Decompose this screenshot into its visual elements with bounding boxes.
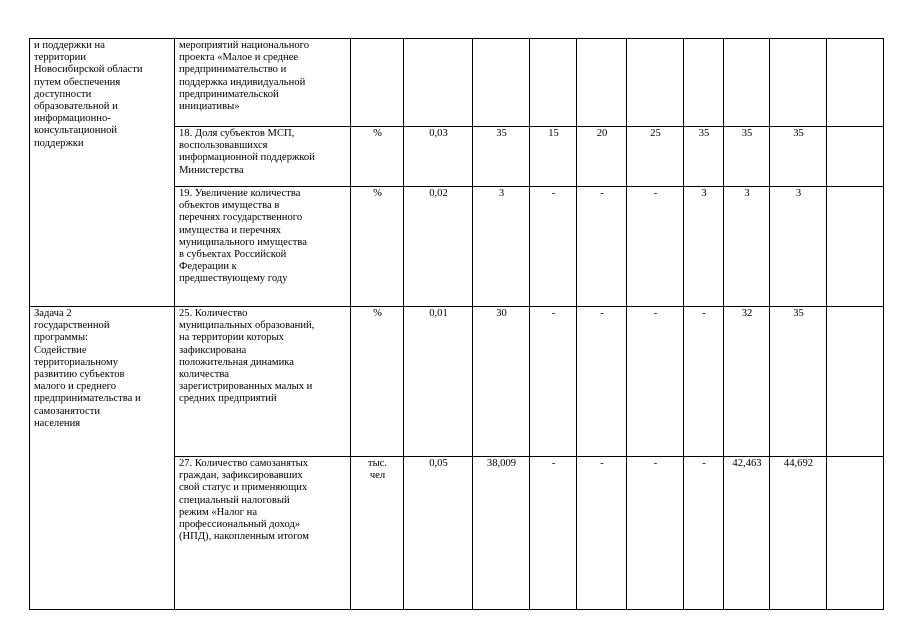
value-cell <box>770 39 827 127</box>
value-cell: 20 <box>577 127 627 187</box>
value-cell: - <box>684 457 724 610</box>
value-cell: 3 <box>473 187 530 307</box>
value-cell: - <box>627 187 684 307</box>
unit-cell: % <box>351 307 404 457</box>
indicator-cell: 19. Увеличение количества объектов имущества в перечнях государственного имущества и перечнях муниципального имущества в субъектах Российской Федерации к предшествующему году <box>175 187 351 307</box>
value-cell: - <box>684 307 724 457</box>
value-cell: 35 <box>684 127 724 187</box>
weight-cell: 0,02 <box>404 187 473 307</box>
indicator-cell: 25. Количество муниципальных образований, на территории которых зафиксирована положительная динамика количества зарегистрированных малых и средних предприятий <box>175 307 351 457</box>
value-cell <box>627 39 684 127</box>
unit-cell: тыс. чел <box>351 457 404 610</box>
value-cell: 35 <box>473 127 530 187</box>
value-cell <box>684 39 724 127</box>
indicator-cell: 18. Доля субъектов МСП, воспользовавшихся информационной поддержкой Министерства <box>175 127 351 187</box>
value-cell: 3 <box>770 187 827 307</box>
unit-cell: % <box>351 127 404 187</box>
weight-cell: 0,05 <box>404 457 473 610</box>
value-cell: - <box>577 187 627 307</box>
table-row <box>30 39 884 127</box>
unit-cell: % <box>351 187 404 307</box>
value-cell <box>827 187 884 307</box>
weight-cell: 0,01 <box>404 307 473 457</box>
value-cell: - <box>530 457 577 610</box>
weight-cell: 0,03 <box>404 127 473 187</box>
value-cell <box>577 39 627 127</box>
value-cell: - <box>627 307 684 457</box>
table-row <box>30 307 884 457</box>
value-cell: - <box>577 457 627 610</box>
value-cell: - <box>577 307 627 457</box>
value-cell: 35 <box>770 127 827 187</box>
value-cell: 30 <box>473 307 530 457</box>
value-cell: - <box>530 307 577 457</box>
value-cell <box>827 457 884 610</box>
weight-cell <box>404 39 473 127</box>
value-cell <box>724 39 770 127</box>
value-cell <box>530 39 577 127</box>
indicator-cell: 27. Количество самозанятых граждан, зафиксировавших свой статус и применяющих специальный налоговый режим «Налог на профессиональный доход» (НПД), накопленным итогом <box>175 457 351 610</box>
value-cell: 32 <box>724 307 770 457</box>
value-cell: 38,009 <box>473 457 530 610</box>
value-cell: 44,692 <box>770 457 827 610</box>
task-cell: Задача 2 государственной программы: Содействие территориальному развитию субъектов малого и среднего предпринимательства и самозанятости населения <box>30 307 175 610</box>
indicators-table <box>29 38 884 610</box>
value-cell <box>827 39 884 127</box>
value-cell: 35 <box>724 127 770 187</box>
value-cell: 42,463 <box>724 457 770 610</box>
value-cell: 35 <box>770 307 827 457</box>
value-cell <box>827 307 884 457</box>
indicator-cell: мероприятий национального проекта «Малое и среднее предпринимательство и поддержка индивидуальной предпринимательской инициативы» <box>175 39 351 127</box>
value-cell: 3 <box>684 187 724 307</box>
value-cell <box>827 127 884 187</box>
value-cell: - <box>627 457 684 610</box>
task-cell: и поддержки на территории Новосибирской области путем обеспечения доступности образовательной и информационно- консультационной поддержки <box>30 39 175 307</box>
value-cell: - <box>530 187 577 307</box>
unit-cell <box>351 39 404 127</box>
value-cell <box>473 39 530 127</box>
value-cell: 3 <box>724 187 770 307</box>
value-cell: 25 <box>627 127 684 187</box>
value-cell: 15 <box>530 127 577 187</box>
